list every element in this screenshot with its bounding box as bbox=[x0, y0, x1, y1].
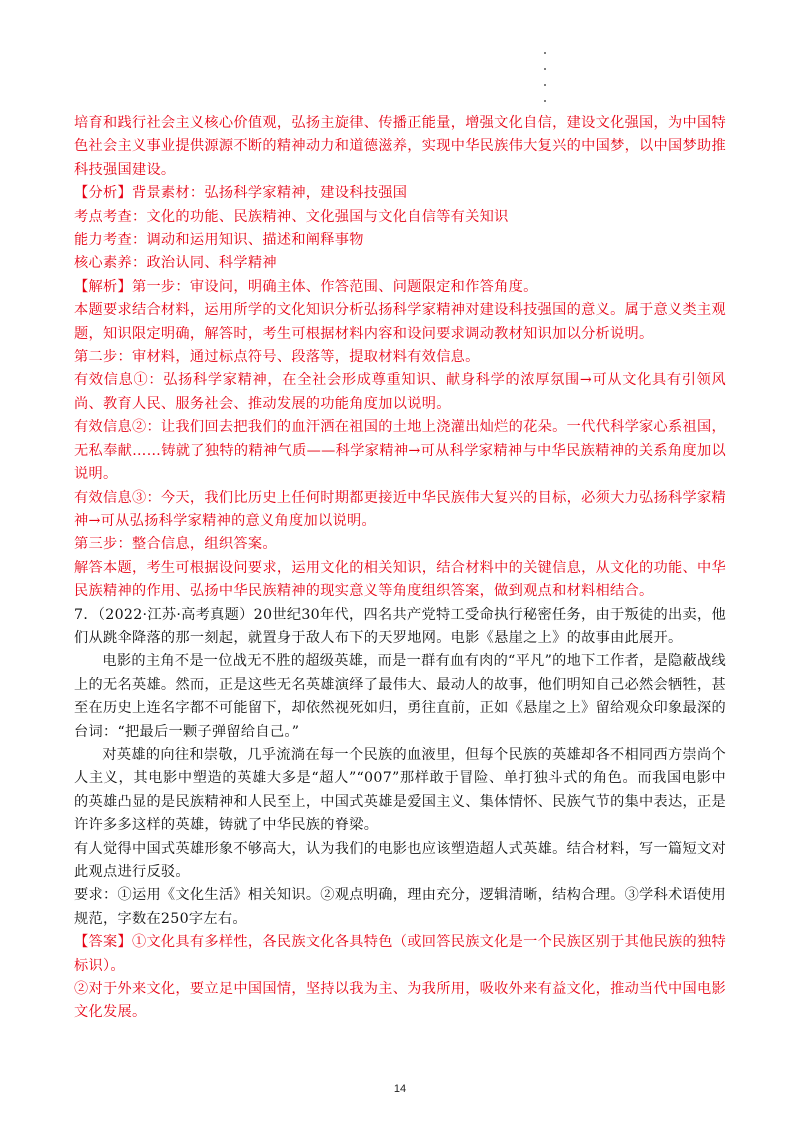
explanation-step-2: 第二步：审材料，通过标点符号、段落等，提取材料有效信息。 bbox=[74, 349, 480, 366]
explanation-requirement: 本题要求结合材料，运用所学的文化知识分析弘扬科学家精神对建设科技强国的意义。属于意义类主观题，知识限定明确，解答时，考生可根据材料内容和设问要求调动教材知识加以分析说明。 bbox=[74, 302, 726, 342]
answer-continuation: 培育和践行社会主义核心价值观，弘扬主旋律、传播正能量，增强文化自信，建设文化强国，为中国特色社会主义事业提供源源不断的精神动力和道德滋养，实现中华民族伟大复兴的中国梦，以中国梦助推科技强国建设。 bbox=[74, 115, 726, 178]
dot bbox=[544, 100, 546, 102]
effective-info-1: 有效信息①：弘扬科学家精神，在全社会形成尊重知识、献身科学的浓厚氛围→可从文化具有引领风尚、教育人民、服务社会、推动发展的功能角度加以说明。 bbox=[74, 372, 726, 412]
question-7-material-1: 电影的主角不是一位战无不胜的超级英雄，而是一群有血有肉的“平凡”的地下工作者，是隐蔽战线上的无名英雄。然而，正是这些无名英雄演绎了最伟大、最动人的故事，他们明知自己必然会牺牲，甚至在历史上连名字都不可能留下，却依然视死如归，勇往直前，正如《悬崖之上》留给观众印象最深的台词：“把最后一颗子弹留给自己。” bbox=[74, 653, 726, 740]
answer-point-2: ②对于外来文化，要立足中国国情，坚持以我为主、为我所用，吸收外来有益文化，推动当代中国电影文化发展。 bbox=[74, 981, 726, 1021]
effective-info-2: 有效信息②：让我们回去把我们的血汗洒在祖国的土地上浇灌出灿烂的花朵。一代代科学家心系祖国，无私奉献……铸就了独特的精神气质——科学家精神→可从科学家精神与中华民族精神的关系角度加以说明。 bbox=[74, 419, 726, 483]
explanation-summary: 解答本题，考生可根据设问要求，运用文化的相关知识，结合材料中的关键信息，从文化的功能、中华民族精神的作用、弘扬中华民族精神的现实意义等角度组织答案，做到观点和材料相结合。 bbox=[74, 559, 726, 600]
dot bbox=[544, 84, 546, 86]
effective-info-3: 有效信息③：今天，我们比历史上任何时期都更接近中华民族伟大复兴的目标，必须大力弘扬科学家精神→可从弘扬科学家精神的意义角度加以说明。 bbox=[74, 489, 726, 529]
answer-point-1: 【答案】①文化具有多样性，各民族文化各具特色（或回答民族文化是一个民族区别于其他民族的独特标识）。 bbox=[74, 934, 726, 974]
document-body bbox=[74, 112, 726, 1025]
analysis-ability: 能力考查：调动和运用知识、描述和阐释事物 bbox=[74, 232, 364, 249]
question-7-requirements: 要求：①运用《文化生活》相关知识。②观点明确，理由充分，逻辑清晰，结构合理。③学科术语使用规范，字数在250字左右。 bbox=[74, 887, 726, 927]
question-7-intro: 7．（2022·江苏·高考真题）20世纪30年代，四名共产党特工受命执行秘密任务，由于叛徒的出卖，他们从跳伞降落的那一刻起，就置身于敌人布下的天罗地网。电影《悬崖之上》的故事由此展开。 bbox=[74, 606, 726, 646]
analysis-literacy: 核心素养：政治认同、科学精神 bbox=[74, 255, 277, 272]
question-7-material-2: 对英雄的向往和崇敬，几乎流淌在每一个民族的血液里，但每个民族的英雄却各不相同西方崇尚个人主义，其电影中塑造的英雄大多是“超人”“007”那样敢于冒险、单打独斗式的角色。而我国电影中的英雄凸显的是民族精神和人民至上，中国式英雄是爱国主义、集体情怀、民族气节的集中表达，正是许许多多这样的英雄，铸就了中华民族的脊梁。 bbox=[74, 746, 726, 834]
explanation-step-1: 【解析】第一步：审设问，明确主体、作答范围、问题限定和作答角度。 bbox=[74, 278, 538, 295]
page-number: 14 bbox=[393, 1083, 407, 1095]
analysis-knowledge: 考点考查：文化的功能、民族精神、文化强国与文化自信等有关知识 bbox=[74, 208, 509, 225]
dot bbox=[544, 68, 546, 70]
dot bbox=[544, 52, 546, 54]
question-7-task: 有人觉得中国式英雄形象不够高大，认为我们的电影也应该塑造超人式英雄。结合材料，写一篇短文对此观点进行反驳。 bbox=[74, 840, 726, 880]
analysis-background: 【分析】背景素材：弘扬科学家精神，建设科技强国 bbox=[74, 185, 408, 202]
header-dots bbox=[542, 52, 548, 116]
explanation-step-3: 第三步：整合信息，组织答案。 bbox=[74, 536, 277, 553]
